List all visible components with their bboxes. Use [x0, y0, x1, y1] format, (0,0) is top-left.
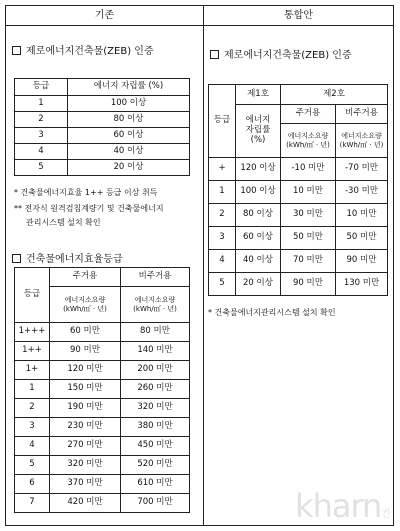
table-cell: 10 미만	[281, 181, 336, 204]
th-nonresidential: 비주거용	[336, 105, 388, 124]
th-unit-res: 에너지소요량 (kWh/㎡ · 년)	[281, 124, 336, 158]
table-cell: 320 미만	[121, 399, 190, 418]
table-cell: 1+	[15, 361, 50, 380]
table-cell: 270 미만	[50, 437, 121, 456]
table-cell: 450 미만	[121, 437, 190, 456]
table-cell: 700 미만	[121, 494, 190, 513]
th-nonresidential: 비주거용	[121, 268, 190, 287]
table-cell: 60 이상	[236, 227, 281, 250]
table-row	[15, 494, 190, 513]
table-cell: 1+++	[15, 323, 50, 342]
left-note-1: * 건축물에너지효율 1++ 등급 이상 취득	[14, 188, 158, 197]
table-cell: 5	[15, 456, 50, 475]
table-cell: 6	[15, 475, 50, 494]
table-cell: 30 미만	[281, 204, 336, 227]
checkbox-square-icon	[12, 254, 21, 263]
table-cell: 1	[15, 380, 50, 399]
table-cell: 1	[209, 181, 236, 204]
table-cell: 5	[209, 273, 236, 296]
table-cell: 1++	[15, 342, 50, 361]
table-row	[209, 250, 388, 273]
table-cell: 320 미만	[50, 456, 121, 475]
th-grade: 등급	[15, 79, 68, 96]
table-cell: 80 이상	[68, 112, 190, 128]
table-row	[15, 399, 190, 418]
right-zeb-table	[208, 84, 388, 296]
table-cell: 60 미만	[50, 323, 121, 342]
watermark-logo: kharn칸	[295, 487, 390, 525]
table-cell: 420 미만	[50, 494, 121, 513]
th-self-rate: 에너지 자립률 (%)	[236, 105, 281, 158]
left-note-3: 관리시스템 설치 확인	[26, 218, 101, 227]
table-cell: 2	[209, 204, 236, 227]
table-cell: 260 미만	[121, 380, 190, 399]
table-cell: 90 미만	[336, 250, 388, 273]
column-divider	[203, 6, 204, 525]
table-row	[15, 144, 190, 160]
th-grade: 등급	[15, 268, 50, 323]
table-row	[15, 160, 190, 176]
table-cell: -10 미만	[281, 158, 336, 181]
table-cell: 370 미만	[50, 475, 121, 494]
table-row	[15, 128, 190, 144]
table-cell: 100 이상	[68, 96, 190, 112]
left-eff-table	[14, 267, 190, 513]
table-cell: 20 이상	[68, 160, 190, 176]
th-unit-res: 에너지소요량 (kWh/㎡ · 년)	[50, 287, 121, 323]
table-cell: 3	[15, 418, 50, 437]
th-residential: 주거용	[50, 268, 121, 287]
checkbox-square-icon	[210, 50, 219, 59]
table-cell: 100 이상	[236, 181, 281, 204]
th-residential: 주거용	[281, 105, 336, 124]
left-zeb-title: 제로에너지건축물(ZEB) 인증	[12, 42, 154, 57]
left-zeb-table	[14, 78, 190, 176]
table-cell: 520 미만	[121, 456, 190, 475]
table-cell: 3	[209, 227, 236, 250]
table-cell: 190 미만	[50, 399, 121, 418]
table-cell: 2	[15, 112, 68, 128]
table-row	[209, 273, 388, 296]
table-cell: 90 미만	[50, 342, 121, 361]
table-cell: 4	[209, 250, 236, 273]
right-note: * 건축물에너지관리시스템 설치 확인	[208, 308, 336, 317]
table-row	[15, 456, 190, 475]
th-col1: 제1호	[236, 85, 281, 105]
table-cell: 80 미만	[121, 323, 190, 342]
table-cell: 230 미만	[50, 418, 121, 437]
comparison-frame	[5, 5, 394, 526]
left-note-2: ** 전자식 원격검침계량기 및 건축물에너지	[14, 204, 164, 213]
table-cell: -30 미만	[336, 181, 388, 204]
th-unit-nonres: 에너지소요량 (kWh/㎡ · 년)	[336, 124, 388, 158]
table-row	[15, 361, 190, 380]
table-cell: 380 미만	[121, 418, 190, 437]
table-cell: 5	[15, 160, 68, 176]
table-row	[15, 342, 190, 361]
th-col2: 제2호	[281, 85, 388, 105]
table-cell: 40 이상	[68, 144, 190, 160]
table-row	[15, 323, 190, 342]
table-row	[209, 158, 388, 181]
table-cell: 10 미만	[336, 204, 388, 227]
table-cell: 50 미만	[281, 227, 336, 250]
table-row	[15, 380, 190, 399]
th-unit-nonres: 에너지소요량 (kWh/㎡ · 년)	[121, 287, 190, 323]
table-row	[15, 475, 190, 494]
th-grade: 등급	[209, 85, 236, 158]
checkbox-square-icon	[12, 46, 21, 55]
table-cell: 4	[15, 144, 68, 160]
table-cell: 2	[15, 399, 50, 418]
table-cell: 80 이상	[236, 204, 281, 227]
table-cell: +	[209, 158, 236, 181]
table-row	[209, 204, 388, 227]
table-cell: 60 이상	[68, 128, 190, 144]
table-row	[15, 96, 190, 112]
table-cell: 70 미만	[281, 250, 336, 273]
table-cell: 50 미만	[336, 227, 388, 250]
table-cell: 200 미만	[121, 361, 190, 380]
table-cell: 120 이상	[236, 158, 281, 181]
table-cell: 1	[15, 96, 68, 112]
table-cell: 40 이상	[236, 250, 281, 273]
table-cell: 120 미만	[50, 361, 121, 380]
th-self-rate: 에너지 자립률 (%)	[68, 79, 190, 96]
header-left: 기존	[6, 6, 203, 26]
table-cell: 3	[15, 128, 68, 144]
table-cell: 20 이상	[236, 273, 281, 296]
table-cell: 150 미만	[50, 380, 121, 399]
left-eff-title: 건축물에너지효율등급	[12, 250, 123, 265]
right-zeb-title: 제로에너지건축물(ZEB) 인증	[210, 46, 352, 61]
table-row	[209, 181, 388, 204]
table-cell: 610 미만	[121, 475, 190, 494]
table-cell: 7	[15, 494, 50, 513]
table-cell: 130 미만	[336, 273, 388, 296]
table-row	[15, 418, 190, 437]
table-row	[209, 227, 388, 250]
table-cell: 140 미만	[121, 342, 190, 361]
header-right: 통합안	[203, 6, 393, 26]
table-row	[15, 437, 190, 456]
table-row	[15, 112, 190, 128]
table-cell: -70 미만	[336, 158, 388, 181]
table-cell: 4	[15, 437, 50, 456]
table-cell: 90 미만	[281, 273, 336, 296]
